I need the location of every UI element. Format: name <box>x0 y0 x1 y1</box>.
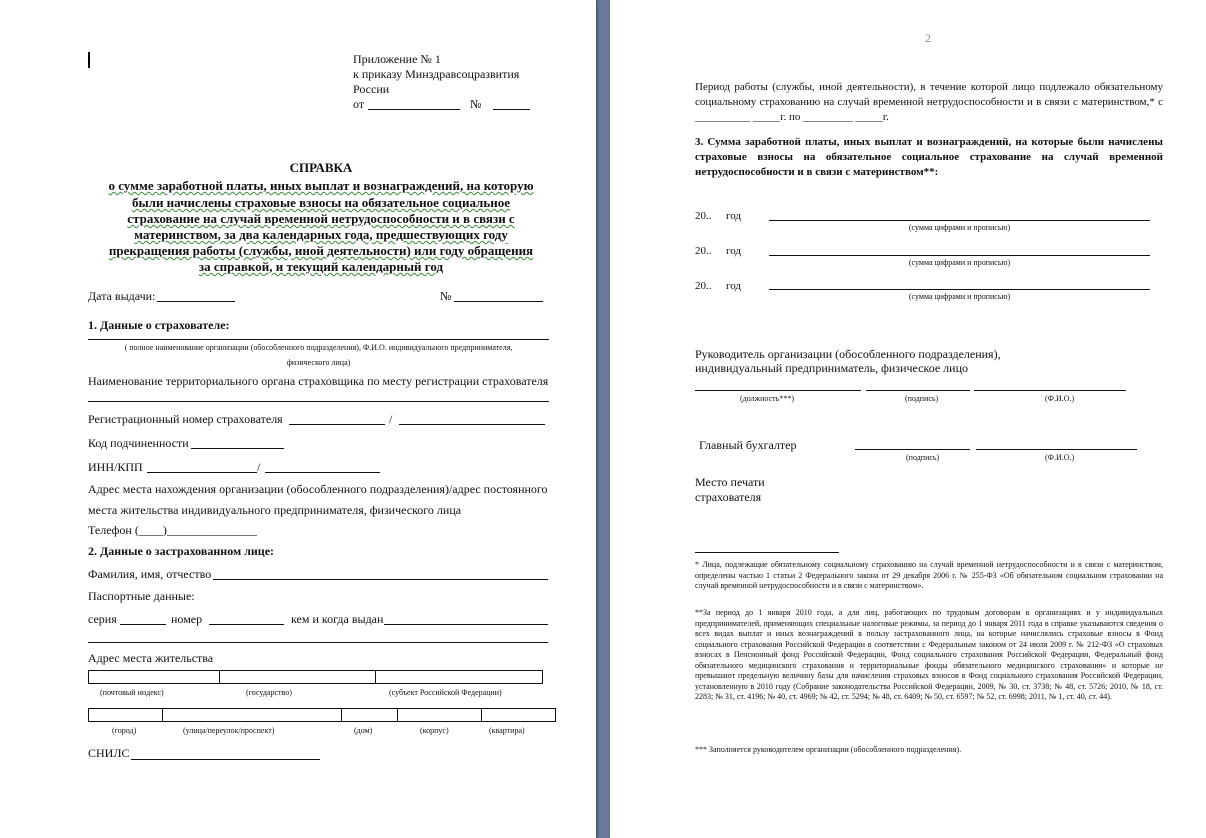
title-line-4: материнством, за два календарных года, предшествующих году <box>134 227 508 242</box>
title-line-3: страхование на случай временной нетрудоспособности и в связи с <box>127 211 515 226</box>
accountant-label: Главный бухгалтер <box>699 438 797 452</box>
apartment-caption: (квартира) <box>489 726 525 735</box>
head-signature-caption: (подпись) <box>905 394 939 403</box>
subordination-code-field[interactable] <box>191 448 284 449</box>
phone-label[interactable]: Телефон (____)_______________ <box>88 523 257 537</box>
issue-date-field[interactable] <box>157 301 235 302</box>
region-cell[interactable] <box>375 670 543 684</box>
document-page-2 <box>610 0 1206 838</box>
page-number: 2 <box>925 31 931 45</box>
year-1-value: 20.. <box>695 210 712 222</box>
issue-number-field[interactable] <box>454 301 543 302</box>
accountant-signature-caption: (подпись) <box>906 453 940 462</box>
title-line-6: за справкой, и текущий календарный год <box>198 259 444 274</box>
stamp-place-line-2: страхователя <box>695 490 762 504</box>
reg-number-label: Регистрационный номер страхователя <box>88 412 283 426</box>
accountant-fio-caption: (Ф.И.О.) <box>1045 453 1075 462</box>
street-caption: (улица/переулок/проспект) <box>183 726 275 735</box>
house-cell[interactable] <box>341 708 398 722</box>
subordination-code-label: Код подчиненности <box>88 436 189 450</box>
year-1-amount-field[interactable] <box>769 220 1150 221</box>
head-signature-field[interactable] <box>866 390 970 391</box>
year-2-amount-field[interactable] <box>769 255 1150 256</box>
building-cell[interactable] <box>397 708 482 722</box>
footnote-2: **За период до 1 января 2010 года, а для лиц, работающих по трудовым договорам в организациях и у индивидуальных предпринимателей, применяющих специальные налоговые режимы, за период до 1 января 2011 года в справке указываются сведения о всех видах выплат и иных вознаграждений в пользу застрахованного лица, на которые начислялись страховые взносы в Фонд социального страхования Российской Федерации в соответствии с Федеральным законом от 24 июля 2009 г. № 212-ФЗ «О страховых взносах в Пенсионный фонд Российской Федерации, Фонд социального страхования Российской Федерации, Федеральный фонд обязательного медицинского страхования и территориальные фонды обязательного медицинского страхования» и которые не превышают предельную величину базы для начисления страховых взносов в Фонд социального страхования Российской Федерации, установленную в 2010 году (Собрание законодательства Российской Федерации, 2009, № 30, ст. 3738; № 48, ст. 5726; 2010, № 18, ст. 2283; № 31, ст. 4196; № 40, ст. 4969; № 42, ст. 5294; № 48, ст. 6409; № 50, ст. 6597; № 52, ст. 6998; 2011, № 1, ст. 40, ст. 44). <box>695 608 1163 701</box>
passport-issued-field-2[interactable] <box>88 642 548 643</box>
city-cell[interactable] <box>88 708 163 722</box>
issue-number-label: № <box>440 289 452 303</box>
year-3-caption: (сумма цифрами и прописью) <box>908 292 1011 301</box>
year-2-caption: (сумма цифрами и прописью) <box>908 258 1011 267</box>
section-1-heading: 1. Данные о страхователе: <box>88 318 230 332</box>
text-cursor <box>88 52 90 68</box>
snils-label: СНИЛС <box>88 746 130 760</box>
passport-series-label: серия <box>88 612 117 626</box>
appendix-line-1: Приложение № 1 <box>353 52 441 66</box>
work-period-text: Период работы (службы, иной деятельности), в течение которой лицо подлежало обязательному социальному страхованию на случай временной нетрудоспособности и в связи с материнством,* с __________ _____г. по _________ _____г. <box>695 81 1163 123</box>
snils-field[interactable] <box>131 759 320 760</box>
org-name-caption-1: ( полное наименование организации (обособленного подразделения), Ф.И.О. индивидуального предпринимателя, <box>124 343 513 352</box>
year-1-label: год <box>726 210 742 222</box>
fio-field[interactable] <box>213 579 548 580</box>
fio-label: Фамилия, имя, отчество <box>88 567 212 581</box>
passport-number-field[interactable] <box>209 624 284 625</box>
footnote-1: * Лица, подлежащие обязательному социальному страхованию на случай временной нетрудоспособности и в связи с материнством, определены частью 1 статьи 2 Федерального закона от 29 декабря 2006 г. № 255-ФЗ «Об обязательном социальном страховании на случай временной нетрудоспособности и в связи с материнством». <box>695 560 1163 590</box>
accountant-signature-field[interactable] <box>855 449 970 450</box>
postal-code-cell[interactable] <box>88 670 220 684</box>
passport-issued-field[interactable] <box>384 624 548 625</box>
year-3-value: 20.. <box>695 280 712 292</box>
footnote-separator <box>695 552 839 553</box>
head-fio-field[interactable] <box>974 390 1126 391</box>
appendix-number-field[interactable] <box>493 109 530 110</box>
footnote-3: *** Заполняется руководителем организации (обособленного подразделения). <box>695 745 962 754</box>
title-line-5: прекращения работы (службы, иной деятельности) или году обращения <box>108 243 534 258</box>
head-label-line-2: индивидуальный предприниматель, физическое лицо <box>695 361 969 375</box>
inn-field[interactable] <box>147 472 257 473</box>
territorial-body-field[interactable] <box>88 401 549 402</box>
section-3-heading: 3. Сумма заработной платы, иных выплат и вознаграждений, на которые были начислены страховые взносы на обязательное социальное страхование на случай временной нетрудоспособности и в связи с материнством**: <box>695 136 1163 178</box>
head-label-line-1: Руководитель организации (обособленного подразделения), <box>695 347 1001 361</box>
reg-number-field-2[interactable] <box>399 424 545 425</box>
year-3-label: год <box>726 280 742 292</box>
stamp-place-line-1: Место печати <box>695 475 765 489</box>
year-1-caption: (сумма цифрами и прописью) <box>908 223 1011 232</box>
passport-number-label: номер <box>171 612 203 626</box>
org-name-caption-2: физического лица) <box>286 358 351 367</box>
country-cell[interactable] <box>219 670 376 684</box>
title-line-2: были начислены страховые взносы на обязательное социальное <box>132 195 510 210</box>
street-cell[interactable] <box>162 708 342 722</box>
head-fio-caption: (Ф.И.О.) <box>1045 394 1075 403</box>
document-page-1 <box>0 0 596 838</box>
head-position-field[interactable] <box>695 390 861 391</box>
issue-date-label: Дата выдачи: <box>88 289 156 303</box>
inn-kpp-label: ИНН/КПП <box>88 460 143 474</box>
building-caption: (корпус) <box>420 726 449 735</box>
section-2-heading: 2. Данные о застрахованном лице: <box>88 544 275 558</box>
year-2-label: год <box>726 245 742 257</box>
region-caption: (субъект Российской Федерации) <box>389 688 502 697</box>
passport-series-field[interactable] <box>120 624 166 625</box>
city-caption: (город) <box>112 726 137 735</box>
year-3-amount-field[interactable] <box>769 289 1150 290</box>
document-title: СПРАВКА <box>289 160 353 175</box>
appendix-date-label: от <box>353 97 365 111</box>
org-name-field[interactable] <box>88 339 549 340</box>
kpp-field[interactable] <box>265 472 380 473</box>
appendix-date-field[interactable] <box>368 109 460 110</box>
appendix-line-3: России <box>353 82 390 96</box>
inn-kpp-slash: / <box>257 460 261 474</box>
address-line-2: места жительства индивидуального предпринимателя, физического лица <box>88 503 462 517</box>
postal-code-caption: (почтовый индекс) <box>100 688 164 697</box>
apartment-cell[interactable] <box>481 708 556 722</box>
passport-issued-label: кем и когда выдан <box>291 612 384 626</box>
address-line-1: Адрес места нахождения организации (обособленного подразделения)/адрес постоянного <box>88 482 548 496</box>
reg-number-field-1[interactable] <box>289 424 385 425</box>
accountant-fio-field[interactable] <box>976 449 1137 450</box>
passport-label: Паспортные данные: <box>88 589 195 603</box>
residence-label: Адрес места жительства <box>88 651 214 665</box>
territorial-body-label: Наименование территориального органа страховщика по месту регистрации страхователя <box>88 374 549 388</box>
head-position-caption: (должность***) <box>740 394 794 403</box>
year-2-value: 20.. <box>695 245 712 257</box>
house-caption: (дом) <box>354 726 373 735</box>
country-caption: (государство) <box>246 688 292 697</box>
title-line-1: о сумме заработной платы, иных выплат и вознаграждений, на которую <box>108 178 534 193</box>
appendix-number-label: № <box>470 97 482 111</box>
appendix-line-2: к приказу Минздравсоцразвития <box>353 67 520 81</box>
reg-number-slash: / <box>389 412 393 426</box>
